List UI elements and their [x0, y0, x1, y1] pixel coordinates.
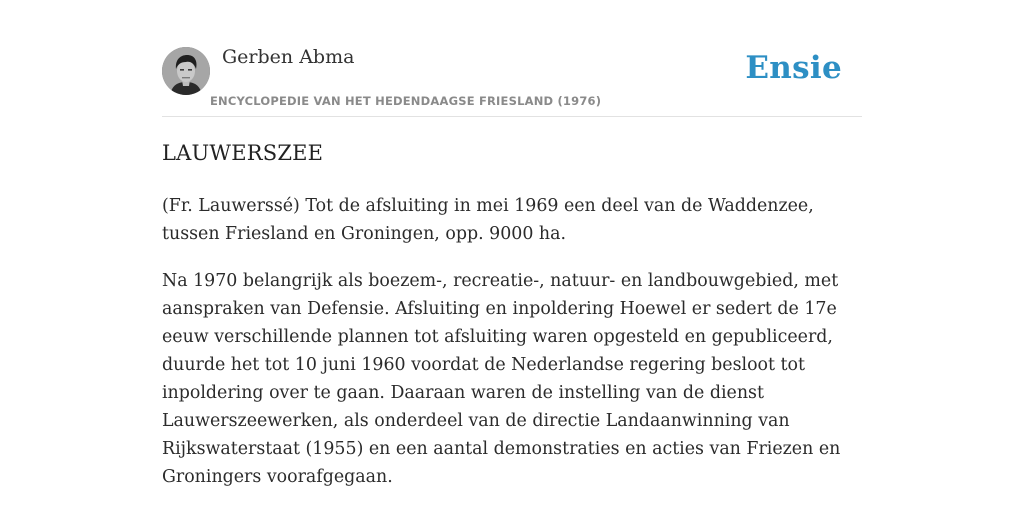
author-portrait-icon [162, 47, 210, 95]
author-avatar[interactable] [162, 47, 210, 95]
article-page [162, 0, 862, 512]
paragraph: Na 1970 belangrijk als boezem-, recreatie-, natuur- en landbouwgebied, met aanspraken van Defensie. Afsluiting en inpoldering Hoewel er sedert de 17e eeuw verschillende plannen tot afsluiting waren opgesteld en gepubliceerd, duurde het tot 10 juni 1960 voordat de Nederlandse regering besloot tot inpoldering over te gaan. Daaraan waren de instelling van de dienst Lauwerszeewerken, als onderdeel van de directie Landaanwinning van Rijkswaterstaat (1955) en een aantal demonstraties en acties van Friezen en Groningers voorafgegaan. [162, 271, 841, 487]
ensie-logo[interactable]: Ensie [745, 50, 842, 86]
article-header [162, 0, 862, 117]
source-title[interactable]: ENCYCLOPEDIE VAN HET HEDENDAAGSE FRIESLAND (1976) [210, 94, 602, 108]
article-title: LAUWERSZEE [162, 141, 324, 165]
author-name[interactable]: Gerben Abma [222, 46, 355, 68]
paragraph: (Fr. Lauwerssé) Tot de afsluiting in mei 1969 een deel van de Waddenzee, tussen Friesland en Groningen, opp. 9000 ha. [162, 196, 814, 244]
article-body [162, 192, 862, 510]
